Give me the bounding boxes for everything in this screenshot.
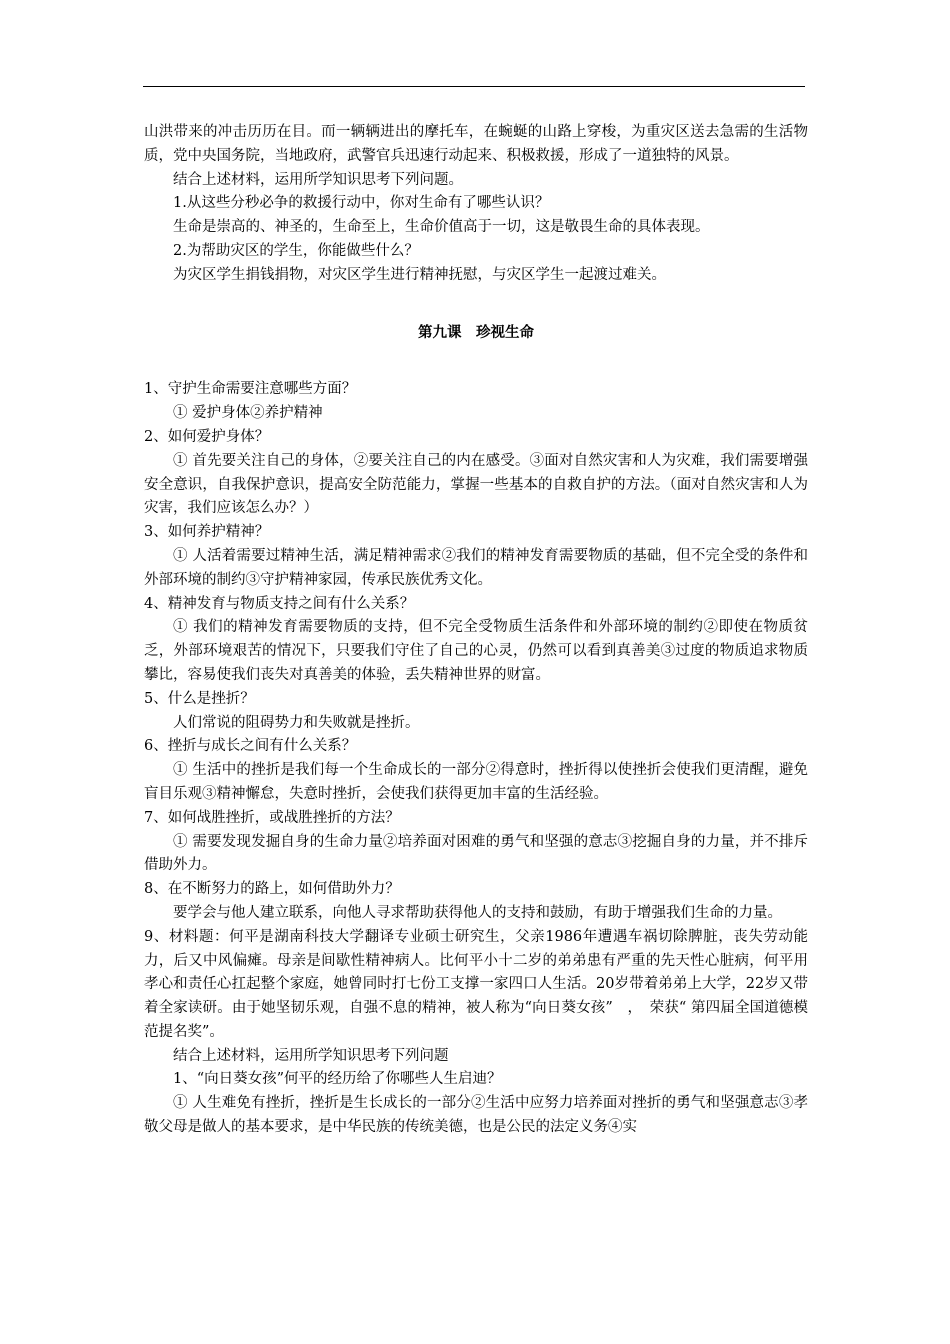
item-answer: 人们常说的阻碍势力和失败就是挫折。 — [173, 714, 420, 731]
item-question: 4、精神发育与物质支持之间有什么关系？ — [144, 595, 415, 612]
item-answer: ① 生活中的挫折是我们每一个生命成长的一部分②得意时，挫折得以使挫折会使我们更清醒，避免盲目乐观③精神懈怠，失意时挫折，会使我们获得更加丰富的生活经验。 — [144, 762, 808, 802]
item-answer: ① 首先要关注自己的身体，②要关注自己的内在感受。③面对自然灾害和人为灾难，我们需要增强安全意识，自我保护意识，提高安全防范能力，掌握一些基本的自救自护的方法。（面对自然灾害和人为灾害，我们应该怎么办？） — [144, 452, 808, 517]
item-question: 7、如何战胜挫折，或战胜挫折的方法？ — [144, 809, 400, 826]
item-answer: ① 爱护身体②养护精神 — [173, 405, 323, 422]
material-paragraph: 9、材料题：何平是湖南科技大学翻译专业硕士研究生，父亲1986年遭遇车祸切除脾脏，丧失劳动能力，后又中风偏瘫。母亲是间歇性精神病人。比何平小十二岁的弟弟患有严重的先天性心脏病，何平用孝心和责任心扛起整个家庭，她曾同时打七份工支撑一家四口人生活。20岁带着弟弟上大学，22岁又带着全家读研。由于她坚韧乐观，自强不息的精神，被人称为“向日葵女孩” ， 荣获“ 第四届全国道德模范提名奖”。 — [144, 928, 808, 1040]
item-question: 3、如何养护精神？ — [144, 524, 270, 541]
prompt-text: 结合上述材料，运用所学知识思考下列问题。 — [173, 171, 463, 188]
item-question: 6、挫折与成长之间有什么关系？ — [144, 738, 357, 755]
item-answer: ① 需要发现发掘自身的生命力量②培养面对困难的勇气和坚强的意志③挖掘自身的力量，并不排斥借助外力。 — [144, 833, 808, 874]
item-question: 8、在不断努力的路上，如何借助外力？ — [144, 881, 400, 898]
item-answer: 要学会与他人建立联系，向他人寻求帮助获得他人的支持和鼓励，有助于增强我们生命的力量。 — [173, 904, 782, 921]
continuation-paragraph: 山洪带来的冲击历历在目。而一辆辆进出的摩托车，在蜿蜒的山路上穿梭，为重灾区送去急需的生活物质，党中央国务院，当地政府，武警官兵迅速行动起来、积极救援，形成了一道独特的风景。 — [144, 124, 808, 164]
question-1: 1.从这些分秒必争的救援行动中，你对生命有了哪些认识？ — [173, 195, 550, 212]
item-question: 1、守护生命需要注意哪些方面？ — [144, 381, 357, 398]
document-body — [144, 121, 808, 1140]
item-answer: ① 我们的精神发育需要物质的支持，但不完全受物质生活条件和外部环境的制约②即使在物质贫乏，外部环境艰苦的情况下，只要我们守住了自己的心灵，仍然可以看到真善美③过度的物质追求物质攀比，容易使我们丧失对真善美的体验，丢失精神世界的财富。 — [144, 619, 808, 683]
header-rule — [143, 86, 805, 87]
answer-1: 生命是崇高的、神圣的，生命至上，生命价值高于一切，这是敬畏生命的具体表现。 — [173, 219, 710, 236]
lesson-title-text: 第九课 珍视生命 — [418, 323, 534, 341]
question-2: 2.为帮助灾区的学生，你能做些什么？ — [173, 242, 419, 259]
lesson-title — [144, 321, 808, 345]
item-question: 2、如何爱护身体？ — [144, 428, 270, 445]
answer-2: 为灾区学生捐钱捐物，对灾区学生进行精神抚慰，与灾区学生一起渡过难关。 — [173, 266, 666, 283]
material-answer-1: ① 人生难免有挫折，挫折是生长成长的一部分②生活中应努力培养面对挫折的勇气和坚强意志③孝敬父母是做人的基本要求，是中华民族的传统美德，也是公民的法定义务④实 — [144, 1095, 808, 1136]
item-answer: ① 人活着需要过精神生活，满足精神需求②我们的精神发育需要物质的基础，但不完全受的条件和外部环境的制约③守护精神家园，传承民族优秀文化。 — [144, 547, 808, 588]
item-question: 5、什么是挫折？ — [144, 690, 255, 707]
material-prompt: 结合上述材料，运用所学知识思考下列问题 — [173, 1047, 449, 1064]
material-question-1: 1、“向日葵女孩”何平的经历给了你哪些人生启迪？ — [173, 1071, 502, 1088]
